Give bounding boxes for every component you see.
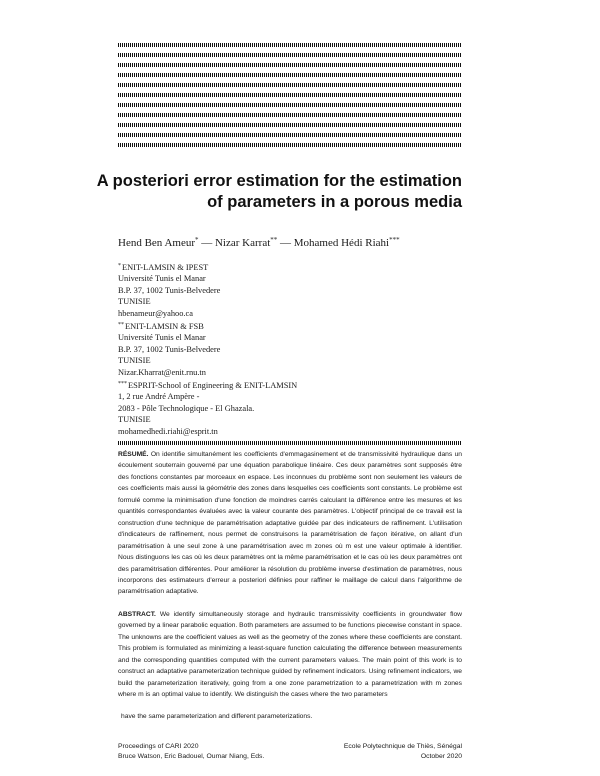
conference-venue: Ecole Polytechnique de Thiès, Sénégal xyxy=(343,743,462,750)
affiliation-block xyxy=(118,261,220,319)
affiliation-line: ESPRIT-School of Engineering & ENIT-LAMSIN xyxy=(128,381,298,390)
resume-text: On identifie simultanément les coefficients d'emmagasinement et de transmissivité hydraulique dans un écoulement souterrain gouverné par une équation parabolique linéaire. Ces deux paramètres sont supposés être des fonctions constantes par morceaux en espace. Les inconnues du problème sont non seulement les valeurs de ces coefficients mais aussi la géométrie des zones dans lesquelles ces coefficients sont constants. Le problème est formulé comme la minimisation d'une fonction de moindres carrés calculant la différence entre les mesures et les quantités correspondantes évaluées avec la valeur courante des paramètres. L'objectif principal de ce travail est la construction d'une technique de paramétrisation adaptative guidée par des indicateurs de raffinement. L'utilisation d'indicateurs de raffinement, nous permet de construisons la paramétrisation de façon itérative, on allant d'un paramétrisation à une seul zone à une paramétrisation avec m zones où m est une valeur optimale à identifier. Nous distinguons les cas où les deux paramètres ont la même paramétrisation et le cas où les deux paramètres ont des paramétrisation différentes. Pour améliorer la résolution du problème inverse d'estimation de paramètres, nous incorporons des estimateurs d'erreur a posteriori définies pour raffiner le maillage de calcul dans l'algorithme de paramétrisation adaptative. xyxy=(118,451,463,596)
author-list xyxy=(118,236,400,249)
affiliation-line: B.P. 37, 1002 Tunis-Belvedere xyxy=(118,285,221,295)
resume-paragraph xyxy=(118,449,462,598)
author-separator: — xyxy=(280,237,292,249)
conference-date: October 2020 xyxy=(420,752,462,760)
author-name: Mohamed Hédi Riahi xyxy=(293,237,390,249)
author-mark: * xyxy=(194,236,199,244)
affiliation-line: Université Tunis el Manar xyxy=(118,274,206,284)
affiliation-line: B.P. 37, 1002 Tunis-Belvedere xyxy=(118,344,221,354)
affiliation-line: ENIT-LAMSIN & FSB xyxy=(125,322,204,331)
affiliation-mark: *** xyxy=(118,381,127,387)
affiliation-line: TUNISIE xyxy=(118,356,151,366)
proceedings-title: Proceedings of CARI 2020 xyxy=(118,743,199,750)
affiliation-line: 2083 - Pôle Technologique - El Ghazala. xyxy=(118,403,255,413)
affiliation-email: mohamedhedi.riahi@esprit.tn xyxy=(118,426,218,436)
affiliation-line: TUNISIE xyxy=(118,415,151,425)
paper-title-line-2: of parameters in a porous media xyxy=(207,193,462,211)
author-mark: *** xyxy=(389,236,400,244)
proceedings-editors: Bruce Watson, Eric Badouel, Oumar Niang, Eds. xyxy=(118,752,265,760)
affiliation-block xyxy=(118,379,297,437)
author-separator: — xyxy=(201,237,213,249)
affiliation-email: Nizar.Kharrat@enit.rnu.tn xyxy=(118,367,206,377)
author-name: Nizar Karrat xyxy=(214,237,271,249)
author-name: Hend Ben Ameur xyxy=(118,237,195,249)
affiliation-line: 1, 2 rue André Ampère - xyxy=(118,392,200,402)
abstract-paragraph xyxy=(118,609,462,701)
affiliation-block xyxy=(118,320,220,378)
affiliation-line: ENIT-LAMSIN & IPEST xyxy=(122,263,209,272)
abstract-label: ABSTRACT. xyxy=(118,611,156,618)
affiliation-line: TUNISIE xyxy=(118,297,151,307)
affiliation-line: Université Tunis el Manar xyxy=(118,333,206,343)
footer-right xyxy=(344,742,462,761)
paper-title-line-1: A posteriori error estimation for the estimation xyxy=(96,172,462,190)
resume-label: RÉSUMÉ. xyxy=(118,451,149,458)
author-mark: ** xyxy=(270,236,278,244)
affiliation-mark: ** xyxy=(118,322,124,328)
affiliation-mark: * xyxy=(118,263,121,269)
section-divider xyxy=(118,441,462,445)
footer-left xyxy=(118,742,264,761)
affiliation-email: hbenameur@yahoo.ca xyxy=(118,308,193,318)
abstract-last-line: have the same parameterization and different parameterizations. xyxy=(121,713,313,720)
abstract-text: We identify simultaneously storage and hydraulic transmissivity coefficients in groundwater flow governed by a linear parabolic equation. Both parameters are assumed to be functions piecewise constant in space. The unknowns are the coefficient values as well as the geometry of the zones where these coefficients are constant. This problem is formulated as minimizing a least-square function calculating the difference between measurements and the corresponding quantities computed with the current parameters values. The main point of this work is to construct an adaptative parameterization technique guided by refinement indicators. Using refinement indicators, we build the parameterization iteratively, going from a one zone parametrization to a parametrization with m zones where m is an optimal value to identify. We distinguish the cases where the two parameters xyxy=(118,611,463,699)
